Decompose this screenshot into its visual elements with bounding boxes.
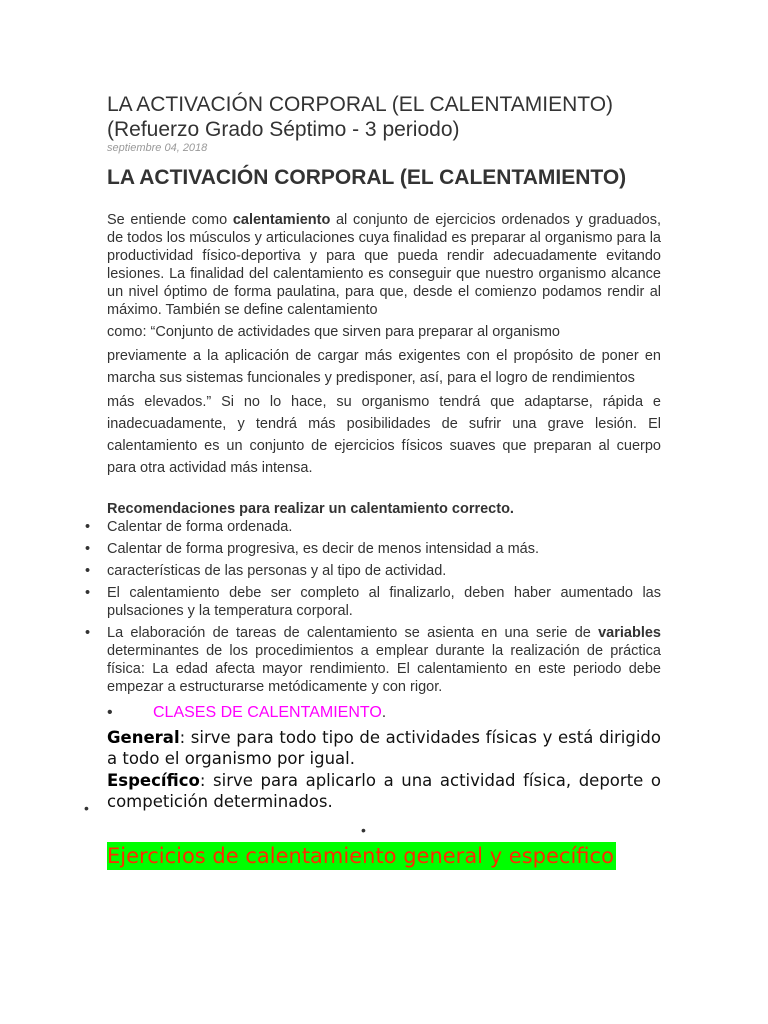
post-date: septiembre 04, 2018 [107,142,208,154]
list-item: • características de las personas y al tipo de actividad. [107,562,661,580]
post-subtitle: LA ACTIVACIÓN CORPORAL (EL CALENTAMIENTO) [107,166,627,189]
list-item: • El calentamiento debe ser completo al finalizarlo, deben haber aumentado las pulsaciones y la temperatura corporal. [107,584,661,620]
intro-part-2: como: “Conjunto de actividades que sirven para preparar al organismo [107,324,560,340]
variables-bold: variables [598,625,661,641]
center-dot: • [361,822,366,838]
blog-post [107,92,661,812]
recommendations-heading: Recomendaciones para realizar un calentamiento correcto. [107,501,514,517]
intro-paragraph [107,211,661,479]
empty-bullet: • [84,800,89,816]
clases-heading: • CLASES DE CALENTAMIENTO. [107,704,387,721]
post-title[interactable] [107,92,661,142]
general-definition: General: sirve para todo tipo de actividades físicas y está dirigido a todo el organismo por igual. [107,728,661,768]
recommendations-list [107,518,661,696]
general-label: General [107,728,180,747]
ejercicios-heading: Ejercicios de calentamiento general y específico [107,844,614,868]
especifico-definition: Específico: sirve para aplicarlo a una actividad física, deporte o competición determinados. [107,771,661,811]
list-item-variables: • La elaboración de tareas de calentamiento se asienta en una serie de variables determinantes de los procedimientos a emplear durante la realización de práctica física: La edad afecta mayor rendimiento. El calentamiento en este periodo debe empezar a estructurarse metódicamente y con rigor. [107,624,661,696]
especifico-label: Específico [107,771,200,790]
post-title-line2[interactable]: (Refuerzo Grado Séptimo - 3 periodo) [107,118,460,141]
intro-part-1: Se entiende como calentamiento al conjunto de ejercicios ordenados y graduados, de todos los músculos y articulaciones cuya finalidad es preparar al organismo para la productividad físico-deportiva y para que pueda rendir adecuadamente evitando lesiones. La finalidad del calentamiento es conseguir que nuestro organismo alcance un nivel óptimo de forma paulatina, para que, desde el comienzo podamos rendir al máximo. También se define calentamiento [107,212,661,318]
post-title-line1[interactable]: LA ACTIVACIÓN CORPORAL (EL CALENTAMIENTO) [107,93,614,116]
list-item: • Calentar de forma progresiva, es decir de menos intensidad a más. [107,540,661,558]
intro-part-3: previamente a la aplicación de cargar más exigentes con el propósito de poner en marcha sus sistemas funcionales y predisponer, así, para el logro de rendimientos [107,348,661,386]
intro-part-4: más elevados.” Si no lo hace, su organismo tendrá que adaptarse, rápida e inadecuadamente, y tendrá más posibilidades de sufrir una grave lesión. El calentamiento es un conjunto de ejercicios físicos suaves que preparan al cuerpo para otra actividad más intensa. [107,394,661,476]
intro-bold-calentamiento: calentamiento [232,212,331,228]
bullet-dot: • [107,704,113,721]
list-item: • Calentar de forma ordenada. [107,518,661,536]
